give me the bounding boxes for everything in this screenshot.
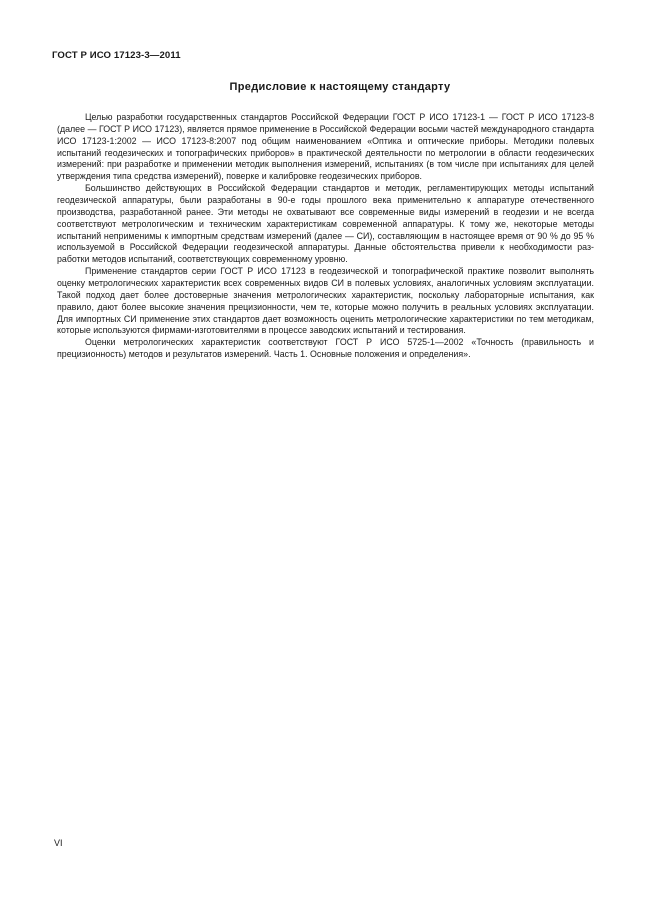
page-number: VI [54, 838, 63, 848]
paragraph-evaluation: Оценки метрологических характеристик соответствуют ГОСТ Р ИСО 5725-1—2002 «Точность (правильность и прецизионность) методов и результатов измерений. Часть 1. Основные положения и определения». [57, 337, 594, 360]
foreword-body [57, 112, 594, 361]
page-title: Предисловие к настоящему стандарту [229, 81, 451, 93]
paragraph-purpose: Целью разработки государственных стандартов Российской Федерации ГОСТ Р ИСО 17123-1 — ГОСТ Р ИСО 17123-8 (далее — ГОСТ Р ИСО 17123), является прямое применение в Российской Федерации восьми частей международного стандарта ИСО 17123-1:2002 — ИСО 17123-8:2007 под общим наименованием «Оптика и оптические приборы. Методики полевых испытаний геодезических и топографических приборов» в практической деятельности по метрологии в области геодезических измерений: при разработке и применении методик выполнения измерений, испытаниях (в том числе при испытаниях для целей утверждения типа средства измерений), поверке и калибровке геодезических приборов. [57, 112, 594, 182]
paragraph-application: Применение стандартов серии ГОСТ Р ИСО 17123 в геодезической и топографической практике позволит выполнять оценку метрологических характеристик всех современных видов СИ в полевых условиях, аналогичных условиям эксплуатации. Такой подход дает более достоверные значения метрологических характеристик, поскольку лабораторные испытания, как правило, дают более высокие значения прецизионности, чем те, которые можно получить в реальных условиях эксплуатации. Для импортных СИ применение этих стандартов дает возможность оценить метрологические характеристики по тем методикам, которые используются фирмами-изготовителями в процессе заводских испытаний и тестирования. [57, 266, 594, 336]
paragraph-existing-methods: Большинство действующих в Российской Федерации стандартов и методик, регламентирующих методы испытаний геодезической аппаратуры, были разработаны в 90-е годы прошлого века применительно к аппаратуре отечественного производства, разработанной ранее. Эти методы не охватывают все современные виды измерений в геодезии и не всегда соответствуют метрологическим и техническим характеристикам современной аппаратуры. К тому же, некоторые методы испытаний неприменимы к импортным средствам измерений (далее — СИ), составляющим в настоящее время от 90 % до 95 % используемой в Российской Федерации геодезической аппаратуры. Данные обстоятельства привели к необходимости разработки методов испытаний, соответствующих современному уровню. [57, 183, 594, 265]
document-code: ГОСТ Р ИСО 17123-3—2011 [52, 50, 181, 61]
